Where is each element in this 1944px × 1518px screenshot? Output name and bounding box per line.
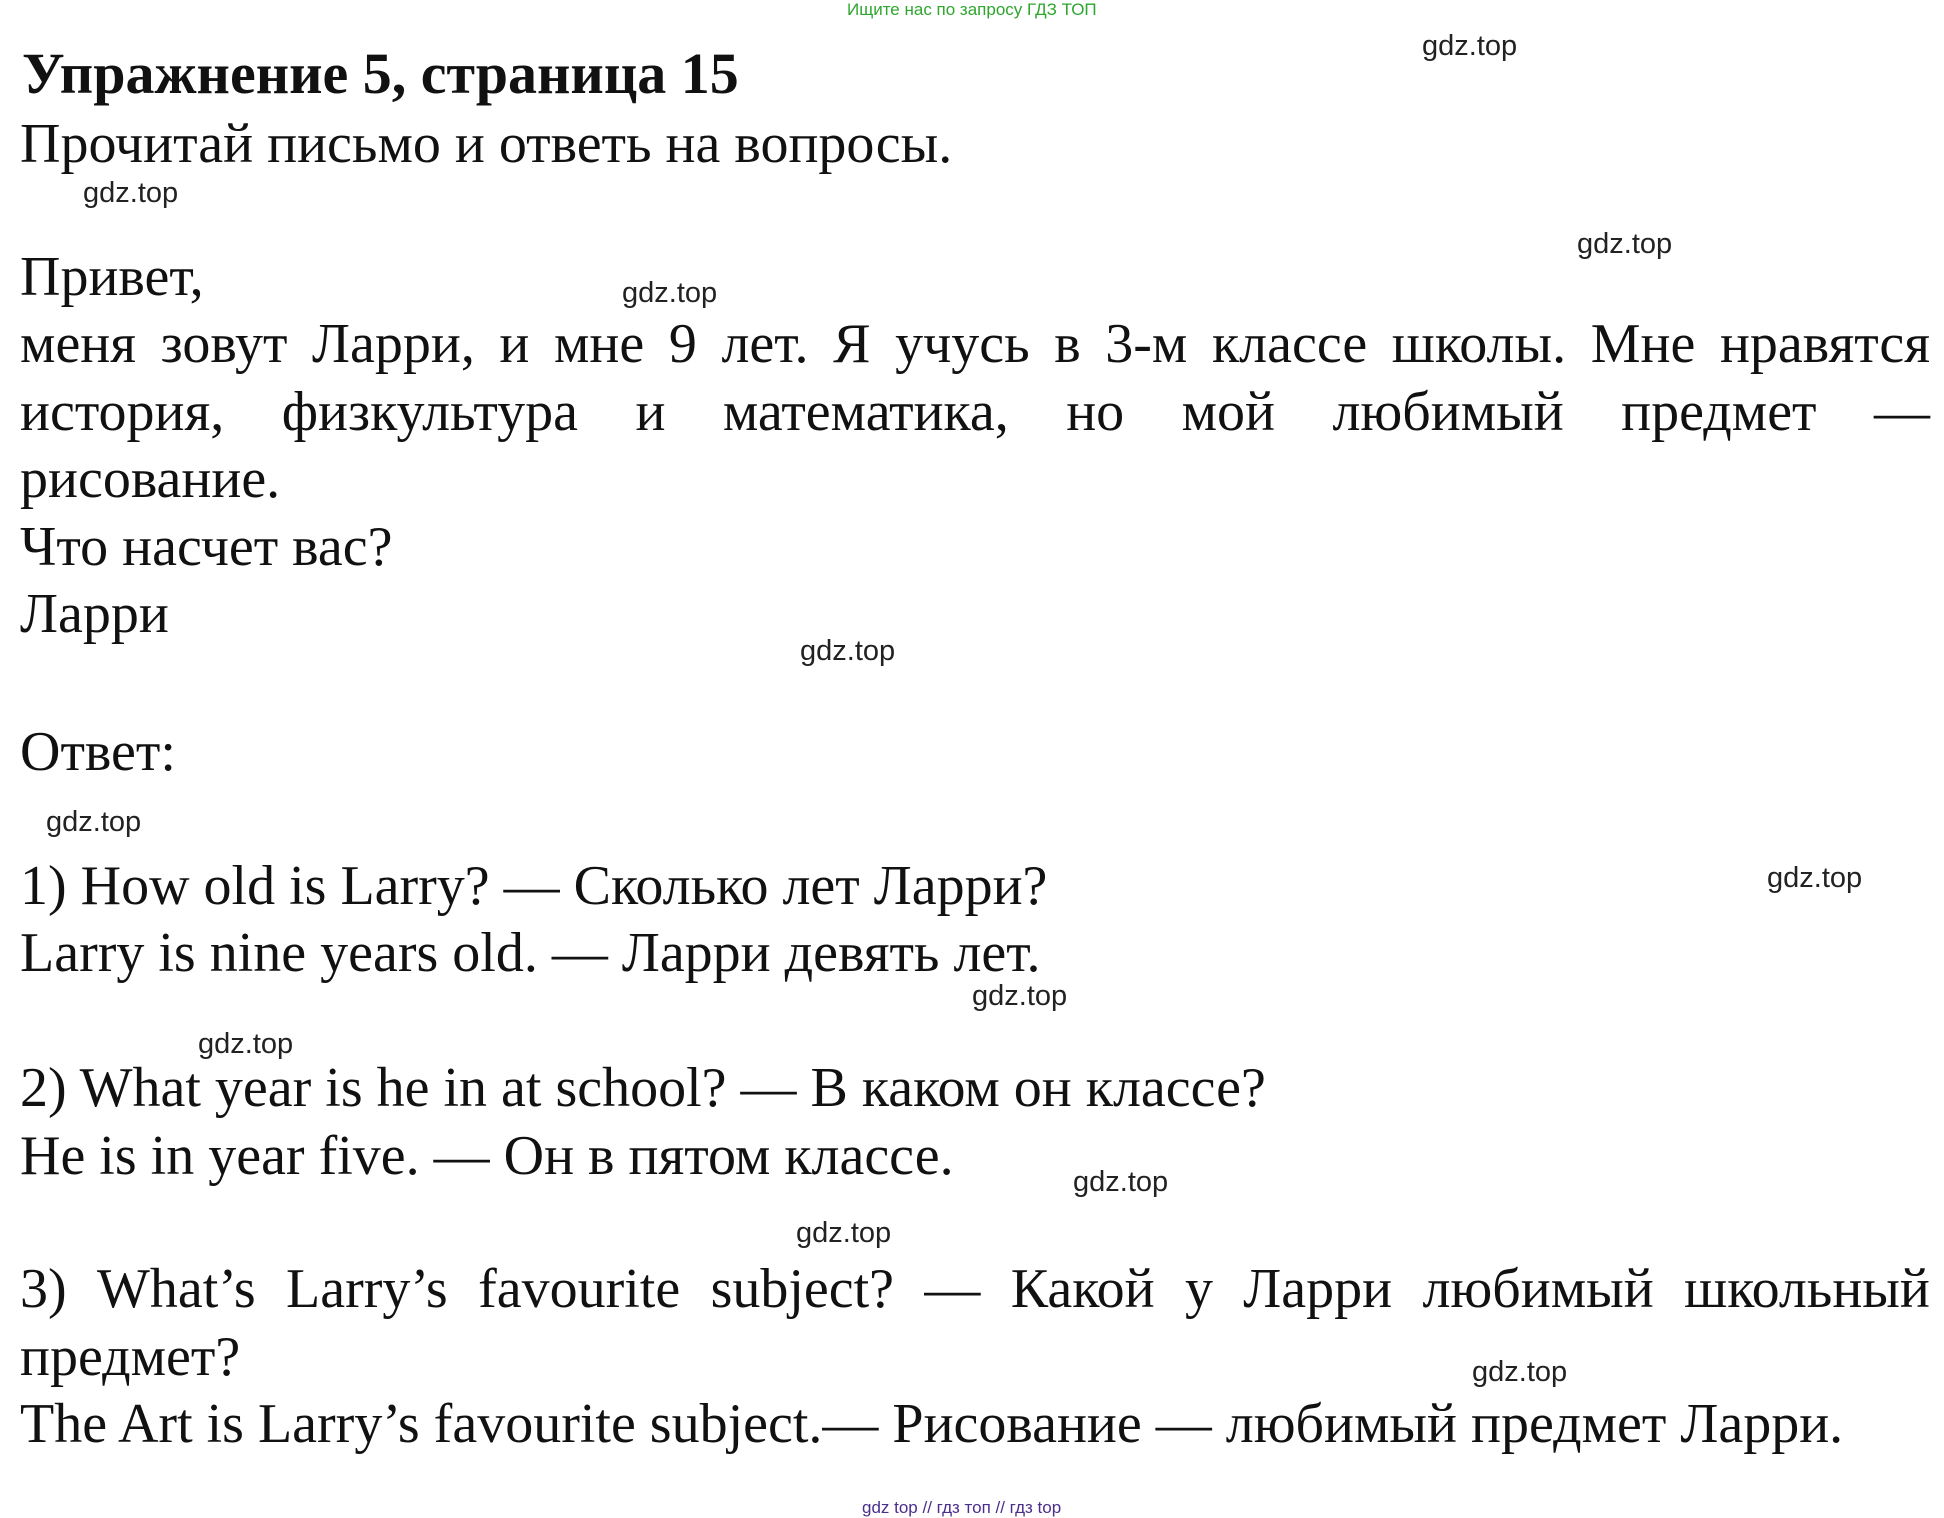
watermark: gdz.top: [1472, 1356, 1568, 1388]
question-3-line-2: предмет?: [20, 1326, 241, 1388]
word: subject?: [710, 1258, 895, 1320]
word: любимый: [1332, 381, 1564, 443]
word: физкультура: [281, 381, 579, 443]
instruction: Прочитай письмо и ответь на вопросы.: [20, 113, 953, 175]
word: математика,: [722, 381, 1009, 443]
word: What’s: [97, 1258, 256, 1320]
watermark: gdz.top: [83, 177, 179, 209]
word: школьный: [1684, 1258, 1930, 1320]
question-3-line-1: [20, 1255, 1930, 1323]
word: favourite: [478, 1258, 681, 1320]
page-title: Упражнение 5, страница 15: [22, 41, 739, 106]
question-2: 2) What year is he in at school? — В каком он классе?: [20, 1057, 1266, 1119]
watermark: gdz.top: [1422, 30, 1518, 62]
watermark: gdz.top: [972, 980, 1068, 1012]
letter-line-4: Что насчет вас?: [20, 516, 393, 578]
word: история,: [20, 381, 225, 443]
header-note: Ищите нас по запросу ГДЗ ТОП: [847, 0, 1097, 19]
watermark: gdz.top: [1577, 228, 1673, 260]
letter-line-2: [20, 378, 1930, 446]
answer-label: Ответ:: [20, 721, 176, 783]
watermark: gdz.top: [198, 1028, 294, 1060]
answer-1: Larry is nine years old. — Ларри девять лет.: [20, 922, 1041, 984]
letter-line-1: меня зовут Ларри, и мне 9 лет. Я учусь в 3-м классе школы. Мне нравятся: [20, 313, 1930, 375]
word: —: [1873, 381, 1930, 443]
word: Какой: [1010, 1258, 1155, 1320]
word: 3): [20, 1258, 67, 1320]
footer-note: gdz top // гдз топ // гдз top: [862, 1498, 1062, 1517]
watermark: gdz.top: [622, 277, 718, 309]
word: —: [924, 1258, 981, 1320]
word: Ларри: [1243, 1258, 1393, 1320]
word: но: [1066, 381, 1125, 443]
letter-signature: Ларри: [20, 583, 169, 645]
letter-line-3: рисование.: [20, 448, 281, 510]
letter-greeting: Привет,: [20, 246, 204, 308]
word: у: [1184, 1258, 1213, 1320]
watermark: gdz.top: [796, 1217, 892, 1249]
watermark: gdz.top: [1767, 862, 1863, 894]
word: мой: [1181, 381, 1276, 443]
watermark: gdz.top: [46, 806, 142, 838]
word: предмет: [1621, 381, 1817, 443]
watermark: gdz.top: [1073, 1166, 1169, 1198]
watermark: gdz.top: [800, 635, 896, 667]
question-1: 1) How old is Larry? — Сколько лет Ларри?: [20, 855, 1048, 917]
word: Larry’s: [286, 1258, 448, 1320]
answer-3: The Art is Larry’s favourite subject.— Рисование — любимый предмет Ларри.: [20, 1393, 1844, 1455]
word: любимый: [1422, 1258, 1654, 1320]
word: и: [635, 381, 666, 443]
answer-2: He is in year five. — Он в пятом классе.: [20, 1125, 954, 1187]
